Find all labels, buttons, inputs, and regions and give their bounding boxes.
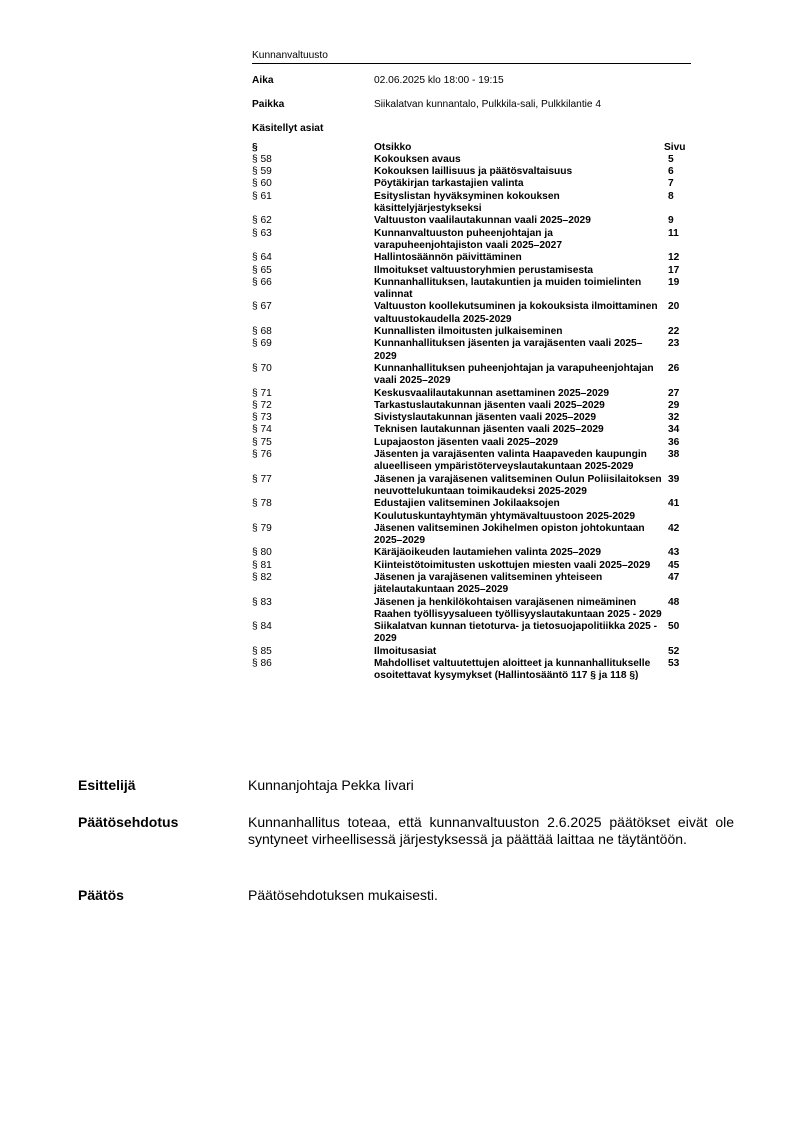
agenda-title: Jäsenten ja varajäsenten valinta Haapaveden kaupungin alueelliseen ympäristöterveyslautakuntaan 2025-2029 [374,449,647,473]
agenda-row [252,338,692,363]
agenda-title: Siikalatvan kunnan tietoturva- ja tietosuojapolitiikka 2025 - 2029 [374,621,658,645]
agenda-row [252,621,692,646]
agenda-page: 41 [668,498,680,510]
agenda-number: § 78 [252,498,272,510]
agenda-page: 39 [668,473,680,485]
agenda-row [252,166,692,178]
agenda-title: Jäsenen ja henkilökohtaisen varajäsenen nimeäminen Raahen työllisyysalueen työllisyyslautakuntaan 2025 - 2029 [374,596,662,620]
agenda-row [252,326,692,338]
agenda-title: Ilmoitusasiat [374,645,437,657]
agenda-row [252,597,692,622]
agenda-page: 50 [668,621,680,633]
agenda-title: Keskusvaalilautakunnan asettaminen 2025–2029 [374,387,610,399]
embedded-minutes-excerpt [252,50,692,683]
agenda-page: 36 [668,436,680,448]
agenda-number: § 68 [252,326,272,338]
agenda-title: Kunnanhallituksen puheenjohtajan ja varapuheenjohtajan vaali 2025–2029 [374,362,654,387]
agenda-page: 53 [668,658,680,670]
agenda-number: § 85 [252,645,272,657]
agenda-row [252,412,692,424]
agenda-row [252,215,692,227]
agenda-number: § 81 [252,559,272,571]
agenda-row [252,191,692,216]
agenda-page: 8 [668,190,674,202]
agenda-title: Kokouksen avaus [374,153,461,165]
agenda-page: 27 [668,387,680,399]
agenda-row [252,658,692,683]
esittelija-value: Kunnanjohtaja Pekka Iivari [248,777,414,793]
agenda-row [252,437,692,449]
agenda-title: Kokouksen laillisuus ja päätösvaltaisuus [374,166,573,178]
agenda-title: Sivistyslautakunnan jäsenten vaali 2025–2029 [374,412,596,424]
agenda-row [252,388,692,400]
agenda-title: Kunnanhallituksen jäsenten ja varajäsenten vaali 2025–2029 [374,338,643,362]
agenda-page: 32 [668,412,680,424]
agenda-title: Käräjäoikeuden lautamiehen valinta 2025–2029 [374,547,602,559]
aika-label: Aika [252,75,274,87]
agenda-title: Pöytäkirjan tarkastajien valinta [374,178,524,190]
agenda-title: Kunnallisten ilmoitusten julkaiseminen [374,326,563,338]
agenda-number: § 74 [252,424,272,436]
agenda-row [252,424,692,436]
agenda-number: § 62 [252,215,272,227]
agenda-number: § 86 [252,658,272,670]
agenda-title: Ilmoitukset valtuustoryhmien perustamisesta [374,264,594,276]
minutes-header: Kunnanvaltuusto [252,50,691,64]
agenda-title: Kiinteistötoimitusten uskottujen miesten vaali 2025–2029 [374,559,651,571]
agenda-table [252,142,692,683]
agenda-number: § 79 [252,522,272,534]
agenda-page: 47 [668,571,680,583]
agenda-page: 23 [668,338,680,350]
agenda-row [252,363,692,388]
agenda-number: § 75 [252,436,272,448]
agenda-page: 38 [668,449,680,461]
agenda-number: § 61 [252,190,272,202]
agenda-number: § 70 [252,362,272,374]
agenda-page: 12 [668,252,680,264]
agenda-number: § 84 [252,621,272,633]
agenda-title: Teknisen lautakunnan jäsenten vaali 2025–2029 [374,424,604,436]
agenda-row [252,474,692,499]
paikka-label: Paikka [252,99,285,111]
agenda-page: 19 [668,276,680,288]
agenda-number: § 67 [252,301,272,313]
paatos-label: Päätös [78,887,124,903]
agenda-row [252,154,692,166]
agenda-title: Jäsenen ja varajäsenen valitseminen Oulun Poliisilaitoksen neuvottelukuntaan toimikaudeksi 2025-2029 [374,473,662,497]
agenda-title: Edustajien valitseminen Jokilaaksojen Koulutuskuntayhtymän yhtymävaltuustoon 2025-2029 [374,498,635,522]
aika-value: 02.06.2025 klo 18:00 - 19:15 [374,75,504,87]
agenda-title: Jäsenen ja varajäsenen valitseminen yhteiseen jätelautakuntaan 2025–2029 [374,571,603,596]
ehdotus-value: Kunnanhallitus toteaa, että kunnanvaltuuston 2.6.2025 päätökset eivät ole syntyneet virheellisessä järjestyksessä ja päättää laittaa ne täytäntöön. [248,814,734,847]
kasitellyt-label: Käsitellyt asiat [252,123,324,135]
agenda-row [252,498,692,523]
agenda-page: 42 [668,522,680,534]
agenda-number: § 83 [252,596,272,608]
agenda-number: § 77 [252,473,272,485]
agenda-number: § 66 [252,276,272,288]
agenda-number: § 80 [252,547,272,559]
agenda-row [252,277,692,302]
agenda-page: 48 [668,596,680,608]
agenda-number: § 65 [252,264,272,276]
agenda-row [252,547,692,559]
agenda-title: Kunnanvaltuuston puheenjohtajan ja varapuheenjohtajiston vaali 2025–2027 [374,227,562,251]
agenda-row [252,449,692,474]
col-page-header: Sivu [664,141,686,153]
agenda-title: Lupajaoston jäsenten vaali 2025–2029 [374,436,559,448]
agenda-number: § 63 [252,227,272,239]
agenda-title: Jäsenen valitseminen Jokihelmen opiston johtokuntaan 2025–2029 [374,522,645,547]
agenda-page: 9 [668,215,674,227]
agenda-header-row [252,142,692,154]
agenda-row [252,560,692,572]
agenda-row [252,178,692,190]
agenda-number: § 72 [252,399,272,411]
meta-paikka [252,99,692,111]
agenda-page: 52 [668,645,680,657]
col-title-header: Otsikko [374,141,412,153]
agenda-row [252,646,692,658]
agenda-page: 34 [668,424,680,436]
agenda-title: Valtuuston vaalilautakunnan vaali 2025–2029 [374,215,591,227]
agenda-page: 45 [668,559,680,571]
agenda-page: 26 [668,362,680,374]
agenda-number: § 59 [252,166,272,178]
agenda-row [252,265,692,277]
agenda-page: 6 [668,166,674,178]
agenda-page: 5 [668,153,674,165]
agenda-title: Kunnanhallituksen, lautakuntien ja muiden toimielinten valinnat [374,276,642,301]
agenda-title: Esityslistan hyväksyminen kokouksen käsittelyjärjestykseksi [374,190,560,215]
meta-aika [252,75,692,87]
agenda-number: § 60 [252,178,272,190]
agenda-page: 22 [668,326,680,338]
ehdotus-label: Päätösehdotus [78,814,179,830]
agenda-number: § 82 [252,571,272,583]
agenda-page: 17 [668,264,680,276]
agenda-title: Hallintosäännön päivittäminen [374,252,522,264]
agenda-row [252,301,692,326]
agenda-title: Mahdolliset valtuutettujen aloitteet ja kunnanhallitukselle osoitettavat kysymykset (Hallintosääntö 117 § ja 118 §) [374,658,651,682]
agenda-row [252,228,692,253]
paikka-value: Siikalatvan kunnantalo, Pulkkila-sali, Pulkkilantie 4 [374,99,602,111]
agenda-number: § 58 [252,153,272,165]
agenda-title: Valtuuston koollekutsuminen ja kokouksista ilmoittaminen valtuustokaudella 2025-2029 [374,301,658,325]
agenda-rows [252,154,692,683]
agenda-page: 11 [668,227,679,239]
agenda-page: 29 [668,399,680,411]
agenda-number: § 76 [252,449,272,461]
agenda-row [252,400,692,412]
col-section-header: § [252,141,258,153]
agenda-number: § 71 [252,387,272,399]
agenda-row [252,252,692,264]
esittelija-label: Esittelijä [78,777,136,793]
paatos-value: Päätösehdotuksen mukaisesti. [248,887,438,903]
agenda-number: § 73 [252,412,272,424]
agenda-title: Tarkastuslautakunnan jäsenten vaali 2025–2029 [374,399,605,411]
agenda-row [252,572,692,597]
agenda-page: 43 [668,547,680,559]
agenda-number: § 64 [252,252,272,264]
agenda-page: 20 [668,301,680,313]
agenda-page: 7 [668,178,674,190]
agenda-number: § 69 [252,338,272,350]
agenda-row [252,523,692,548]
